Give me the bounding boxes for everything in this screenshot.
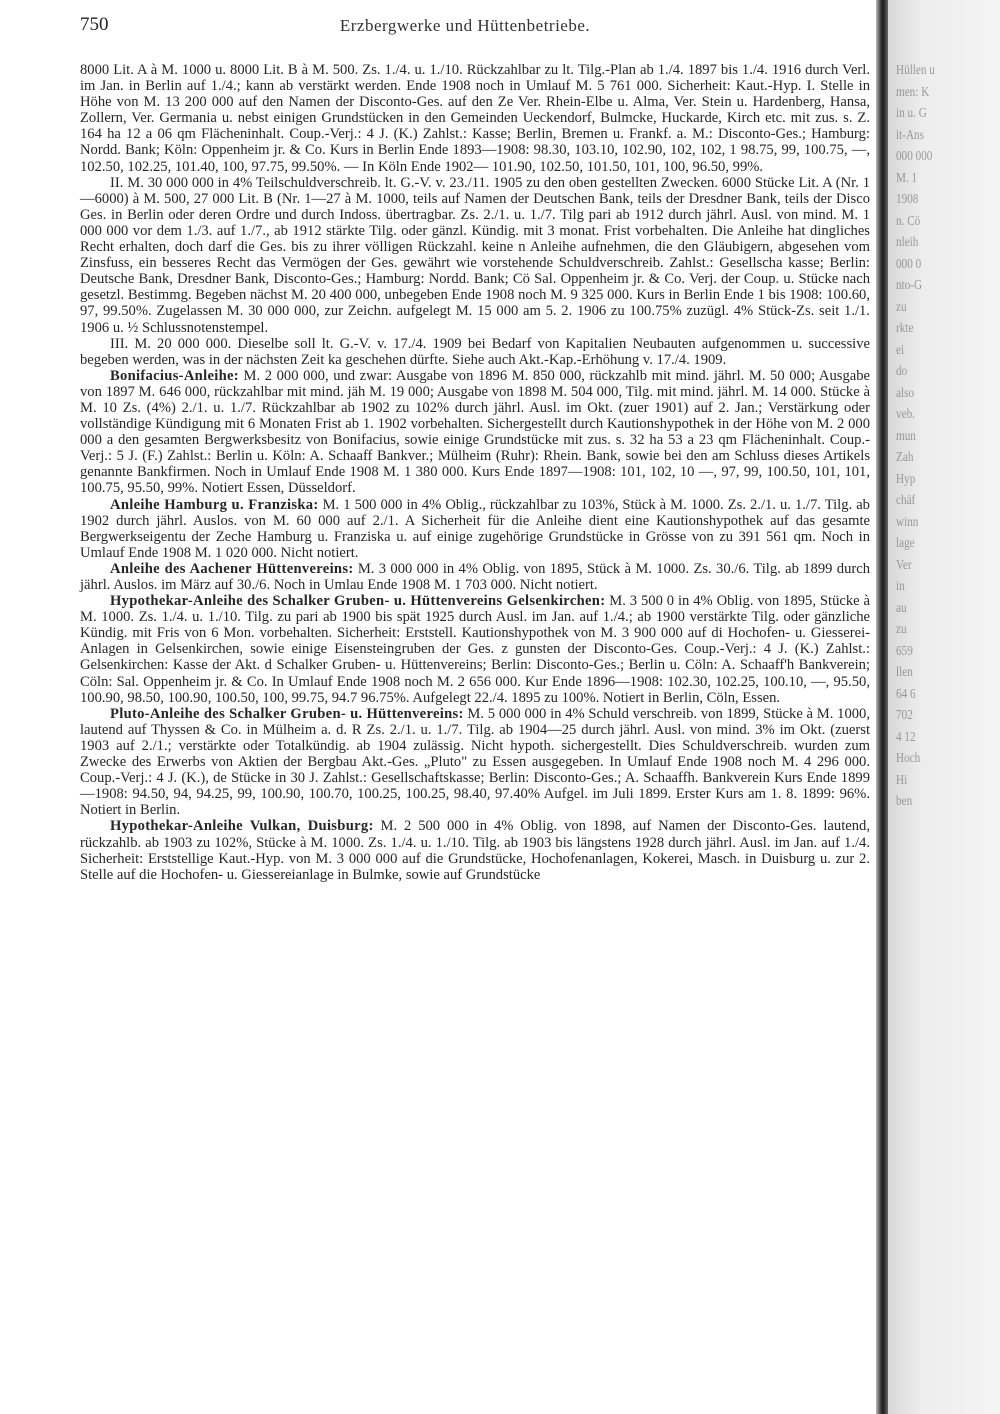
bleed-line: ei bbox=[896, 342, 905, 358]
bleed-line: Hi bbox=[896, 772, 908, 788]
bleed-line: mun bbox=[896, 428, 916, 444]
bleed-line: it-Ans bbox=[896, 127, 924, 143]
bleed-line: 000 0 bbox=[896, 256, 922, 272]
entry-text: II. M. 30 000 000 in 4% Teilschuldverschreib. lt. G.-V. v. 23./11. 1905 zu den oben gestellten Zwecken. 6000 Stücke Lit. A (Nr. 1—6000) à M. 500, 27 000 Lit. B (Nr. 1—27 à M. 1000, teils auf Namen der Deutschen Bank, teils der Dresdner Bank, teils der Disco Ges. in Berlin oder deren Ordre und durch Indoss. übertragbar. Zs. 2./1. u. 1./7. Tilg pari ab 1912 durch jährl. Ausl. von mind. M. 1 000 000 vor dem 1./3. auf 1./7., ab 1912 stärkte Tilg. oder gänzl. Kündig. mit 3 monat. Frist vorbehalten. Die Anleihe hat dingliches Recht erhalten, doch darf die Ges. bis zu ihrer völligen Rückzahl. keine n Anleihe aufnehmen, die den Gläubigern, abgesehen vom Zinsfuss, ein besseres Recht das Vermögen der Ges. gewährt wie vorstehende Schuldverschreib. Zahlst.: Gesellscha kasse; Berlin: Deutsche Bank, Dresdner Bank, Disconto-Ges.; Hamburg: Nordd. Bank; Cö Sal. Oppenheim jr. & Co. Verj. der Coup. u. Stücke nach gesetzl. Bestimmg. Begeben nächst M. 20 400 000, unbegeben Ende 1908 noch M. 9 325 000. Kurs in Berlin Ende 1 bis 1908: 100.60, 97, 99.50%. Zugelassen M. 30 000 000, zur Zeichn. aufgelegt M. 15 000 am 5. 2. 1906 zu 100.75% zuzügl. 4% Stück-Zs. seit 1./1. 1906 u. ½ Schlussnotenstempel. bbox=[80, 174, 870, 336]
bleed-line: veb. bbox=[896, 407, 915, 422]
entry-paragraph bbox=[80, 561, 870, 593]
entry-text: M. 1 500 000 in 4% Oblig., rückzahlbar zu 103%, Stück à M. 1000. Zs. 2./1. u. 1./7. Tilg. ab 1902 durch jährl. Auslos. von M. 60 000 auf 2./1. A Sicherheit für die Anleihe dient eine Kautionshypothek auf das gesamte Bergwerkseigentu der Zeche Hamburg u. Franziska u. auf einige zugehörige Grundstücke in Grösse von zu 391 561 qm. Noch in Umlauf Ende 1908 M. 1 020 000. Nicht notiert. bbox=[80, 496, 870, 561]
entry-text: M. 2 000 000, und zwar: Ausgabe von 1896 M. 850 000, rückzahlb mit mind. jährl. M. 50 000; Ausgabe von 1897 M. 646 000, rückzahlbar mit mind. jäh M. 19 000; Ausgabe von 1898 M. 504 000, Tilg. mit mind. jährl. M. 14 000. Stücke à M. 10 Zs. (4%) 2./1. u. 1./7. Rückzahlbar ab 1902 zu 102% durch jährl. Ausl. im Okt. (zuer 1901) auf 2. Jan.; Verstärkung oder vollständige Kündigung mit 6 Monaten Frist ab 1. 1902 vorbehalten. Sichergestellt durch Kautionshypothek in der Höhe von M. 2 000 000 a den gesamten Bergwerksbesitz von Bonifacius, sowie einige Grundstücke mit zus. s. 32 ha 53 a 23 qm Flächeninhalt. Coup.-Verj.: 5 J. (F.) Zahlst.: Berlin u. Köln: A. Schaaff Bankver.; Mülheim (Ruhr): Rhein. Bank, sowie bei den am Schluss dieses Artikels genannte Bankfirmen. Noch in Umlauf Ende 1908 M. 1 380 000. Kurs Ende 1897—1908: 101, 102, 10 —, 97, 99, 100.50, 101, 101, 100.75, 95.50, 99%. Notiert Essen, Düsseldorf. bbox=[80, 367, 870, 497]
bleed-line: Hoch bbox=[896, 751, 921, 766]
bleed-line: n. Cö bbox=[896, 213, 921, 229]
bleed-line: Zah bbox=[896, 450, 914, 465]
bleed-line: do bbox=[896, 364, 908, 379]
entry-text: M. 5 000 000 in 4% Schuld verschreib. von 1899, Stücke à M. 1000, lautend auf Thyssen & Co. in Mülheim a. d. R Zs. 2./1. u. 1./7. Tilg. ab 1904—25 durch jährl. Ausl. von mind. 3% im Okt. (zuerst 1903 auf 2./1.; verstärkte oder Totalkündig. ab 1904 zulässig. Nicht hypoth. sichergestellt. Dies Schuldverschreib. wurden zum Zwecke des Erwerbs von Aktien der Bergbau Akt.-Ges. „Pluto" zu Essen ausgegeben. In Umlauf Ende 1908 noch M. 4 296 000. Coup.-Verj.: 4 J. (K.), de Stücke in 30 J. Zahlst.: Gesellschaftskasse; Berlin: Disconto-Ges.; A. Schaaffh. Bankverein Kurs Ende 1899—1908: 94.50, 94, 94.25, 99, 100.90, 100.70, 100.25, 100.25, 98.40, 97.40% Aufgel. im Juli 1899. Erster Kurs am 1. 8. 1899: 96%. Notiert in Berlin. bbox=[80, 705, 870, 819]
entry-paragraph bbox=[80, 368, 870, 497]
entry-heading: Hypothekar-Anleihe Vulkan, Duisburg: bbox=[110, 818, 374, 835]
entry-text: 8000 Lit. A à M. 1000 u. 8000 Lit. B à M. 500. Zs. 1./4. u. 1./10. Rückzahlbar zu lt. Tilg.-Plan ab 1./4. 1897 bis 1./4. 1916 durch Verl. im Jan. in Berlin auf 1./4.; kann ab verstärkt werden. Ende 1908 noch in Umlauf M. 5 761 000. Sicherheit: Kaut.-Hyp. I. Stelle in Höhe von M. 13 200 000 auf den Namen der Disconto-Ges. auf den Ze Ver. Rhein-Elbe u. Alma, Ver. Stein u. Hardenberg, Hansa, Zollern, Ver. Germania u. nebst einigen Grundstücken in den Gemeinden Ueckendorf, Bulmcke, Huckarde, Kirch etc. mit zus. s. Z. 164 ha 12 a 06 qm Flächeninhalt. Coup.-Verj.: 4 J. (K.) Zahlst.: Kasse; Berlin, Bremen u. Frankf. a. M.: Disconto-Ges.; Hamburg: Nordd. Bank; Köln: Oppenheim jr. & Co. Kurs in Berlin Ende 1893—1908: 98.30, 103.10, 102.90, 102, 102, 1 98.75, 99, 100.75, —, 102.50, 102.25, 101.40, 100, 97.75, 99.50%. — In Köln Ende 1902— 101.90, 102.50, 101.50, 101, 100, 96.50, 99%. bbox=[80, 62, 870, 175]
entry-paragraph bbox=[80, 175, 870, 336]
bleed-line: 659 bbox=[896, 643, 913, 659]
bleed-line: Hyp bbox=[896, 471, 916, 487]
entry-heading: Anleihe des Aachener Hüttenvereins: bbox=[110, 560, 354, 577]
entry-paragraph bbox=[80, 336, 870, 368]
bleed-line: winn bbox=[896, 514, 919, 530]
book-binding bbox=[876, 0, 888, 1414]
bleed-line: chäf bbox=[896, 493, 916, 508]
bleed-line: 702 bbox=[896, 708, 913, 723]
entry-text: M. 3 000 000 in 4% Oblig. von 1895, Stück à M. 1000. Zs. 30./6. Tilg. ab 1899 durch jährl. Auslos. im März auf 30./6. Noch in Umlau Ende 1908 M. 1 703 000. Nicht notiert. bbox=[80, 560, 870, 593]
entry-heading: Pluto-Anleihe des Schalker Gruben- u. Hüttenvereins: bbox=[110, 705, 464, 722]
bleed-line: ben bbox=[896, 794, 913, 809]
entry-heading: Anleihe Hamburg u. Franziska: bbox=[110, 496, 319, 513]
bleed-line: men: K bbox=[896, 84, 930, 100]
bleed-line: Ver bbox=[896, 557, 912, 573]
entry-paragraph bbox=[80, 62, 870, 175]
facing-page-bleed-text bbox=[896, 60, 976, 809]
bleed-line: rkte bbox=[896, 321, 914, 336]
bleed-line: nleih bbox=[896, 235, 919, 250]
bleed-line: also bbox=[896, 385, 915, 401]
bleed-line: au bbox=[896, 600, 907, 616]
bleed-line: M. 1 bbox=[896, 170, 918, 186]
bleed-line: Hüllen u bbox=[896, 63, 935, 78]
entry-paragraph bbox=[80, 818, 870, 882]
bleed-line: 4 12 bbox=[896, 729, 916, 745]
bleed-line: in u. G bbox=[896, 106, 927, 121]
entry-text: M. 2 500 000 in 4% Oblig. von 1898, auf Namen der Disconto-Ges. lautend, rückzahlb. ab 1903 zu 102%, Stücke à M. 1000. Zs. 1./4. u. 1./10. Tilg. ab 1903 bis längstens 1928 durch jährl. Ausl. im Jan. auf 1./4. Sicherheit: Erststellige Kaut.-Hyp. von M. 3 000 000 auf die Grundstücke, Hochofenanlagen, Kokerei, Masch. in Duisburg u. zur 2. Stelle auf die Hochofen- u. Giessereianlage in Bulmke, sowie auf Grundstücke bbox=[80, 818, 870, 883]
bleed-line: 64 6 bbox=[896, 686, 916, 702]
entry-heading: Bonifacius-Anleihe: bbox=[110, 367, 239, 384]
bleed-line: zu bbox=[896, 299, 907, 315]
bleed-line: llen bbox=[896, 665, 913, 680]
entry-paragraph bbox=[80, 706, 870, 819]
entry-paragraph bbox=[80, 593, 870, 706]
body-text bbox=[80, 62, 870, 883]
bleed-line: 1908 bbox=[896, 192, 919, 207]
page-header bbox=[80, 14, 880, 44]
bleed-line: lage bbox=[896, 536, 915, 551]
entry-text: III. M. 20 000 000. Dieselbe soll lt. G.-V. v. 17./4. 1909 bei Bedarf von Kapitalien Neubauten aufgenommen u. successive begeben werden, was in der nächsten Zeit ka geschehen dürfte. Siehe auch Akt.-Kap.-Erhöhung v. 17./4. 1909. bbox=[80, 335, 870, 368]
entry-text: M. 3 500 0 in 4% Oblig. von 1895, Stücke à M. 1000. Zs. 1./4. u. 1./10. Tilg. zu pari ab 1900 bis spät 1925 durch Ausl. im Jan. auf 1./4.; ab 1900 verstärkte Tilg. oder gänzliche Kündig. mit Fris von 6 Mon. vorbehalten. Sicherheit: Erststell. Kautionshypothek von M. 3 900 000 auf di Hochofen- u. Giesserei-Anlagen in Gelsenkirchen, sowie einige Eisensteingruben der Ges. z gunsten der Disconto-Ges. Coup.-Verj.: 4 J. (K.) Zahlst.: Gelsenkirchen: Kasse der Akt. d Schalker Gruben- u. Hüttenvereins; Berlin: Disconto-Ges.; Berlin u. Cöln: A. Schaaff'h Bankverein; Cöln: Sal. Oppenheim jr. & Co. In Umlauf Ende 1908 noch M. 2 656 000. Kur Ende 1896—1908: 102.30, 102.25, 100.10, —, 95.50, 100.90, 98.50, 100.90, 100.50, 100, 99.75, 94.7 96.75%. Aufgelegt 22./4. 1895 zu 100%. Notiert in Berlin, Cöln, Essen. bbox=[80, 593, 870, 706]
running-title: Erzbergwerke und Hüttenbetriebe. bbox=[339, 16, 591, 35]
entry-paragraph bbox=[80, 497, 870, 561]
page-number: 750 bbox=[80, 14, 109, 35]
bleed-line: nto-G bbox=[896, 278, 923, 293]
bleed-line: zu bbox=[896, 622, 907, 637]
entry-heading: Hypothekar-Anleihe des Schalker Gruben- u. Hüttenvereins Gelsenkirchen: bbox=[110, 593, 606, 610]
bleed-line: in bbox=[896, 579, 905, 594]
bleed-line: 000 000 bbox=[896, 149, 933, 164]
